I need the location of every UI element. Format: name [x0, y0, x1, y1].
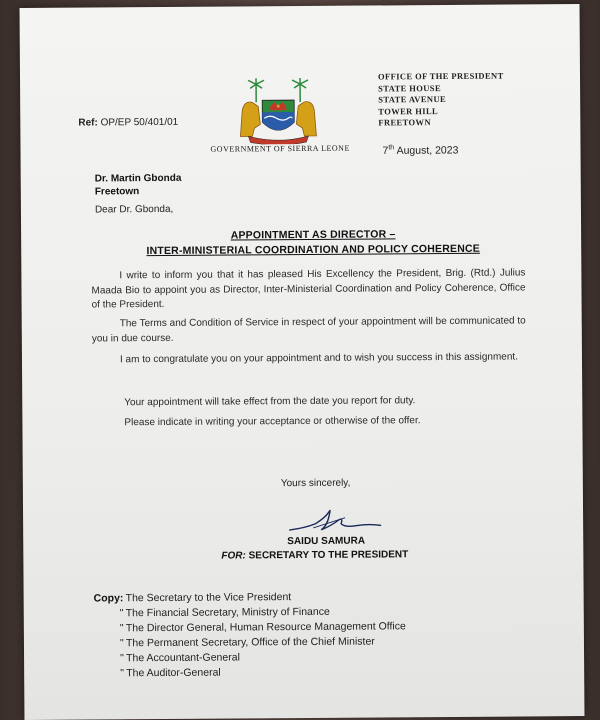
- signatory-name: SAIDU SAMURA: [287, 535, 366, 548]
- office-address: OFFICE OF THE PRESIDENT STATE HOUSE STATE AVENUE TOWER HILL FREETOWN: [377, 70, 504, 128]
- letter-date: 7th August, 2023: [382, 144, 459, 157]
- body-paragraph-3: I am to congratulate you on your appointment and to wish you success in this assignment.: [119, 351, 519, 366]
- signatory-title: FOR: SECRETARY TO THE PRESIDENT: [221, 549, 409, 562]
- government-name: GOVERNMENT OF SIERRA LEONE: [210, 143, 350, 154]
- coat-of-arms-icon: [234, 76, 322, 145]
- body-paragraph-4: Your appointment will take effect from the date you report for duty.: [124, 395, 416, 409]
- closing: Yours sincerely,: [280, 477, 351, 490]
- salutation: Dear Dr. Gbonda,: [94, 203, 174, 216]
- subject-heading: APPOINTMENT AS DIRECTOR – INTER-MINISTERIAL COORDINATION AND POLICY COHERENCE: [146, 228, 481, 258]
- recipient-address: Dr. Martin Gbonda Freetown: [94, 172, 182, 198]
- letter-page: [20, 4, 585, 720]
- copy-list: [93, 591, 406, 681]
- body-paragraph-5: Please indicate in writing your acceptance or otherwise of the offer.: [124, 415, 421, 429]
- signature-icon: [285, 505, 385, 538]
- reference-number: Ref: OP/EP 50/401/01: [78, 116, 179, 129]
- body-paragraph-1: I write to inform you that it has pleased His Excellency the President, Brig. (Rtd.) Julius Maada Bio to appoint you as Director, Inter-Ministerial Coordination and Policy Coherence, Office of the President.: [91, 267, 526, 311]
- body-paragraph-2: The Terms and Condition of Service in respect of your appointment will be communicated to you in due course.: [91, 315, 526, 344]
